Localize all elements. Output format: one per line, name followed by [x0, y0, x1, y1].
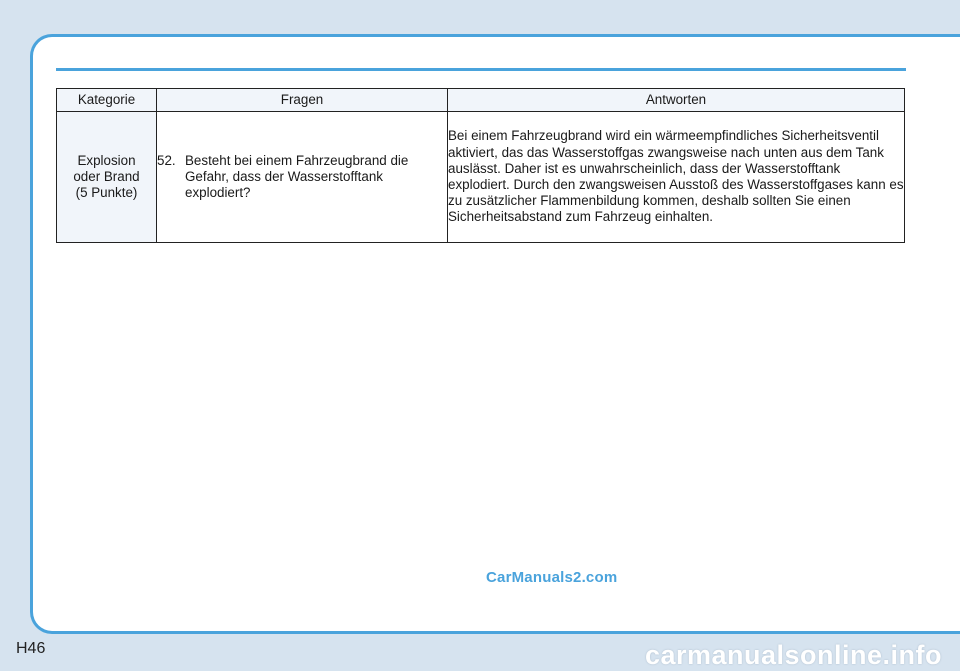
page-number: H46: [16, 640, 46, 657]
question-text: Besteht bei einem Fahrzeugbrand die Gefahr, dass der Wasserstofftank explodiert?: [185, 152, 409, 201]
header-category: Kategorie: [57, 89, 157, 112]
table-row: [57, 112, 905, 243]
top-divider: [56, 68, 906, 71]
footer-watermark: carmanualsonline.info: [644, 640, 942, 670]
header-questions: Fragen: [157, 89, 448, 112]
category-points: (5 Punkte): [75, 185, 138, 201]
category-line: Explosion: [77, 152, 136, 168]
qa-table: [56, 88, 905, 243]
table-header-row: [57, 89, 905, 112]
question-cell: [157, 112, 448, 243]
category-line: oder Brand: [73, 168, 140, 184]
question-number: 52.: [157, 152, 176, 168]
answer-cell: Bei einem Fahrzeugbrand wird ein wärmeempfindliches Sicherheitsventil aktiviert, das das Wasserstoffgas zwangsweise nach unten aus dem Tank auslässt. Daher ist es unwahrscheinlich, dass der Wasserstofftank explodiert. Durch den zwangsweisen Ausstoß des Wasserstoffgases kann es zu zusätzlicher Flammenbildung kommen, deshalb sollten Sie einen Sicherheitsabstand zum Fahrzeug einhalten.: [448, 112, 905, 243]
category-cell: [57, 112, 157, 243]
header-answers: Antworten: [448, 89, 905, 112]
watermark-link[interactable]: CarManuals2.com: [486, 569, 618, 586]
